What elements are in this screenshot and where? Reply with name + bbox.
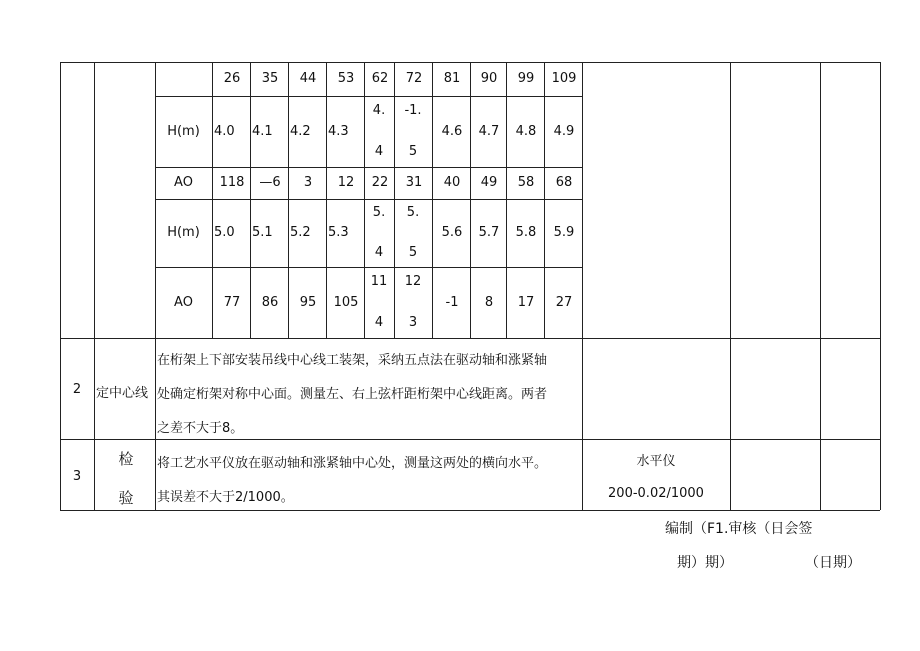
procedure-line: 在桁架上下部安装吊线中心线工装架，采纳五点法在驱动轴和涨紧轴 (157, 353, 548, 368)
procedure-line: 处确定桁架对称中心面。测量左、右上弦杆距桁架中心线距离。两者 (157, 387, 548, 402)
item-name-bottom: 验 (118, 489, 134, 507)
grid-cell: 5.9 (553, 225, 575, 240)
grid-cell: 4.1 (252, 123, 273, 139)
grid-cell: 49 (480, 175, 498, 190)
grid-cell: 109 (551, 71, 577, 86)
grid-cell: 86 (261, 294, 279, 310)
grid-cell-part: 5. (406, 205, 420, 220)
table-rule (155, 167, 582, 168)
table-rule (470, 62, 471, 338)
grid-cell: 99 (517, 71, 535, 86)
grid-cell: 5.7 (478, 225, 500, 240)
row-label: AO (174, 175, 193, 190)
grid-cell: -1 (445, 294, 459, 310)
procedure-line: 将工艺水平仪放在驱动轴和涨紧轴中心处，测量这两处的横向水平。 (157, 456, 548, 471)
table-rule (250, 62, 251, 338)
grid-cell-part: -1. (404, 102, 422, 118)
grid-cell: 5.8 (515, 225, 537, 240)
grid-cell-part: 11 (370, 273, 388, 289)
grid-cell: 5.3 (328, 225, 349, 240)
grid-cell-part: 3 (408, 315, 418, 331)
grid-cell: 27 (555, 294, 573, 310)
grid-cell: 4.9 (553, 123, 575, 139)
grid-cell: 4.0 (214, 123, 235, 139)
grid-cell: 53 (337, 71, 355, 86)
grid-cell: 62 (371, 71, 389, 86)
grid-cell-part: 5. (372, 205, 386, 220)
row-number: 3 (72, 469, 82, 484)
grid-cell: 40 (443, 175, 461, 190)
grid-cell: 4.7 (478, 123, 500, 139)
table-rule (582, 62, 583, 510)
table-rule (94, 62, 95, 510)
grid-cell: 4.2 (290, 123, 311, 139)
grid-cell: 90 (480, 71, 498, 86)
table-rule (155, 267, 582, 268)
item-name: 定中心线 (96, 386, 149, 401)
grid-cell: 4.8 (515, 123, 537, 139)
grid-cell-part: 4 (374, 144, 384, 160)
table-rule (326, 62, 327, 338)
grid-cell: 5.1 (252, 225, 273, 240)
grid-cell-part: 12 (404, 273, 422, 289)
table-rule (730, 62, 731, 510)
procedure-text (157, 447, 582, 515)
grid-cell: 8 (484, 294, 494, 310)
grid-cell: 5.0 (214, 225, 235, 240)
procedure-text (157, 344, 582, 446)
grid-cell: 44 (299, 71, 317, 86)
grid-cell: 31 (405, 175, 423, 190)
grid-cell-part: 4 (374, 315, 384, 331)
procedure-line: 之差不大于8。 (157, 421, 244, 436)
table-rule (288, 62, 289, 338)
grid-cell: 68 (555, 175, 573, 190)
table-rule (820, 62, 821, 510)
table-rule (880, 62, 881, 510)
footer-signature-line: 编制（F1.审核（日会签 (665, 521, 813, 537)
grid-cell: 3 (303, 175, 313, 190)
grid-cell: 12 (337, 175, 355, 190)
grid-cell: 105 (333, 294, 359, 310)
grid-cell: 81 (443, 71, 461, 86)
tool-spec: 200-0.02/1000 (608, 486, 704, 501)
table-rule (60, 62, 61, 510)
row-number: 2 (72, 382, 82, 397)
grid-cell-part: 4. (372, 102, 386, 118)
table-rule (155, 96, 582, 97)
table-rule (212, 62, 213, 338)
grid-cell-part: 4 (374, 245, 384, 260)
table-rule (544, 62, 545, 338)
grid-cell-part: 5 (408, 245, 418, 260)
table-rule (506, 62, 507, 338)
grid-cell: 26 (223, 71, 241, 86)
grid-cell: 72 (405, 71, 423, 86)
table-rule (432, 62, 433, 338)
footer-date-line: 期）期） (677, 555, 733, 571)
grid-cell: 95 (299, 294, 317, 310)
row-label: H(m) (167, 225, 200, 240)
grid-cell: 5.6 (441, 225, 463, 240)
table-rule (155, 199, 582, 200)
grid-cell: 4.3 (328, 123, 349, 139)
grid-cell-part: 5 (408, 144, 418, 160)
grid-cell: 58 (517, 175, 535, 190)
procedure-line: 其误差不大于2/1000。 (157, 490, 294, 505)
row-label: AO (174, 294, 193, 310)
grid-cell: 77 (223, 294, 241, 310)
table-rule (60, 338, 880, 339)
footer-date-line: （日期） (805, 555, 861, 571)
tool-name: 水平仪 (636, 454, 676, 469)
item-name-top: 检 (118, 450, 134, 468)
row-label: H(m) (167, 123, 200, 139)
grid-cell: 22 (371, 175, 389, 190)
grid-cell: 17 (517, 294, 535, 310)
grid-cell: 118 (219, 175, 245, 190)
grid-cell: —6 (259, 175, 281, 190)
grid-cell: 35 (261, 71, 279, 86)
grid-cell: 4.6 (441, 123, 463, 139)
grid-cell: 5.2 (290, 225, 311, 240)
